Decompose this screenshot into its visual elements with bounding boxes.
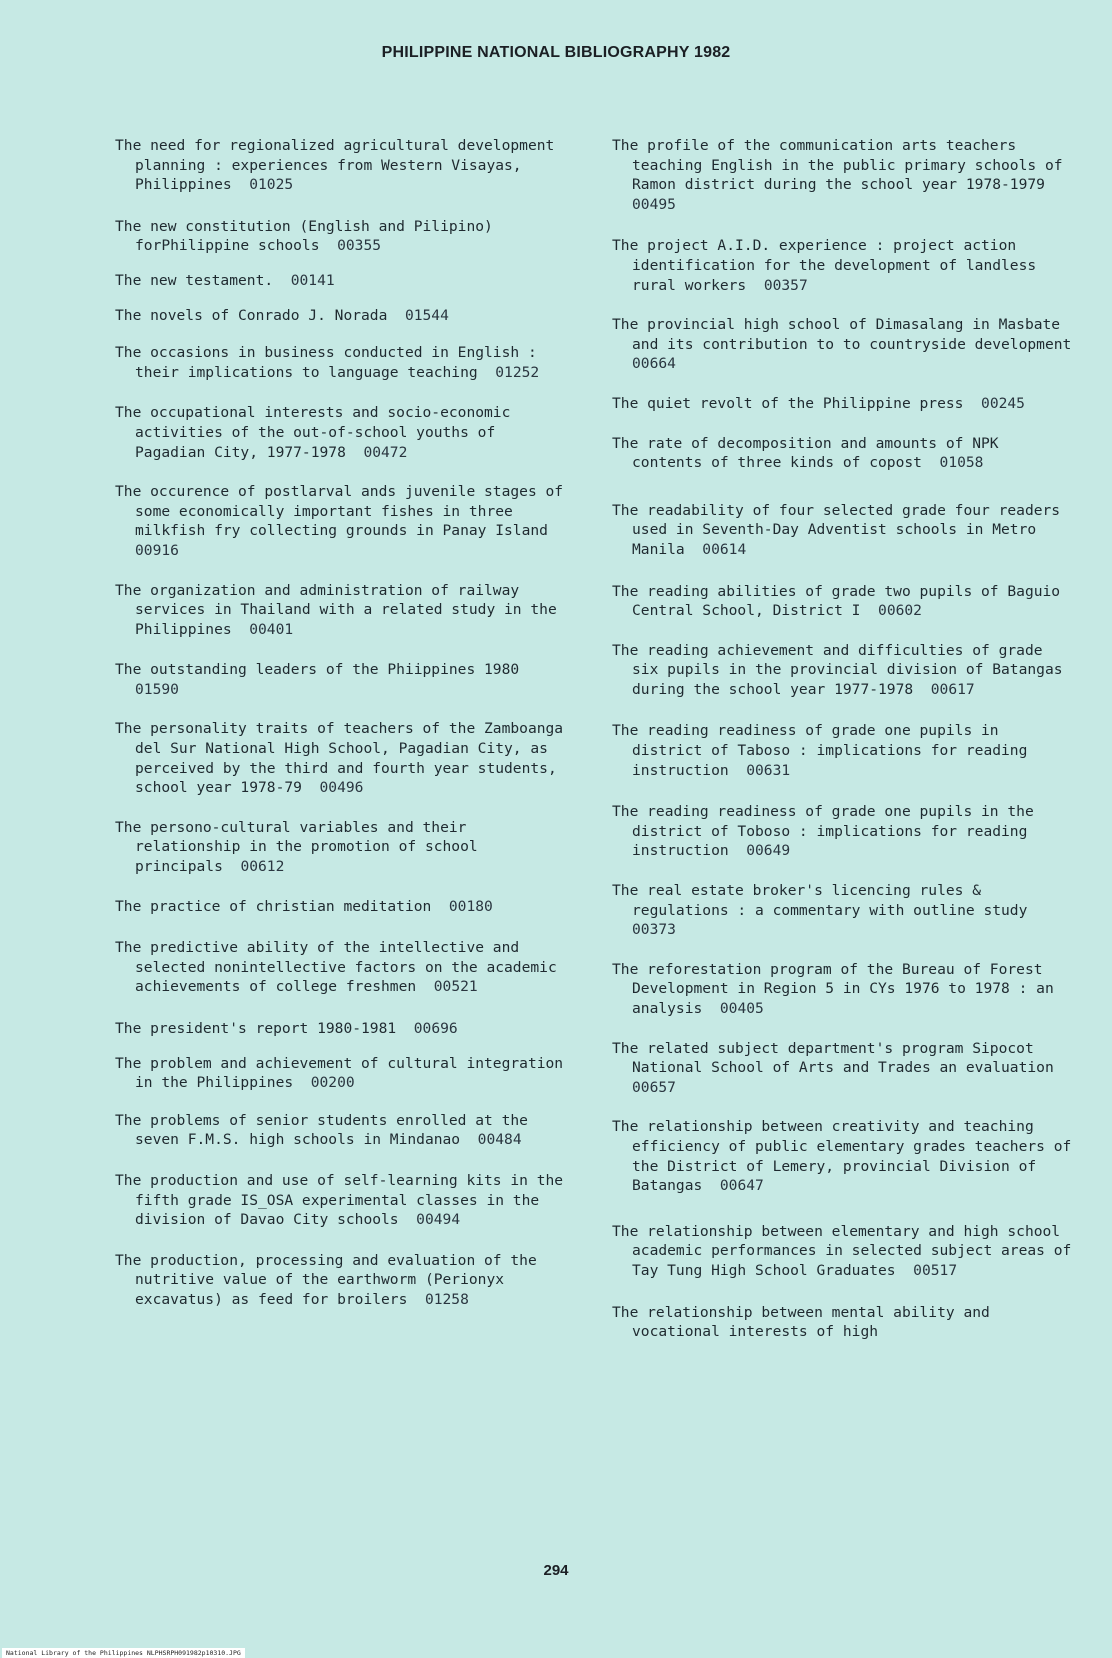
entry-title — [115, 403, 565, 462]
bibliography-entry — [612, 802, 1072, 861]
entry-title-text: The novels of Conrado J. Norada — [115, 306, 388, 324]
entry-code: 00657 — [632, 1078, 676, 1096]
entry-title — [612, 1303, 1072, 1342]
entry-code: 00355 — [337, 237, 382, 255]
entry-title — [612, 315, 1072, 374]
bibliography-entry — [612, 721, 1072, 780]
entry-title-text: The new testament. — [115, 271, 274, 289]
bibliography-entry — [612, 641, 1072, 700]
entry-code: 00517 — [913, 1261, 958, 1279]
entry-code: 01252 — [495, 363, 540, 381]
entry-title-text: The predictive ability of the intellective and selected nonintellective factors on the academic achievements of college freshmen — [115, 939, 566, 996]
entry-code: 00521 — [433, 978, 478, 996]
entry-title — [612, 1222, 1081, 1281]
entry-title — [115, 818, 565, 877]
entry-title-text: The persono-cultural variables and their relationship in the promotion of school principals — [115, 818, 487, 876]
entry-code: 01258 — [424, 1290, 469, 1308]
entry-title — [612, 881, 1072, 940]
entry-title-text: The quiet revolt of the Philippine press — [612, 394, 964, 412]
entry-code: 00141 — [290, 271, 335, 289]
entry-title-text: The profile of the communication arts teachers teaching English in the public primary schools of Ramon district during the school year 1978-1979 — [612, 137, 1072, 194]
entry-code: 00405 — [719, 1000, 764, 1017]
entry-title-text: The outstanding leaders of the Phiippines 1980 — [115, 661, 520, 679]
entry-title-text: The new constitution (English and Pilipino) forPhilippine schools — [115, 217, 502, 255]
bibliography-entry — [115, 343, 565, 382]
entry-title — [612, 1039, 1072, 1098]
bibliography-entry — [115, 897, 565, 917]
entry-title — [115, 343, 565, 382]
entry-code: 01590 — [135, 680, 179, 698]
right-column — [612, 136, 1081, 1363]
entry-code: 00602 — [878, 602, 922, 620]
entry-code: 00916 — [135, 541, 179, 559]
entry-title-text: The relationship between mental ability and vocational interests of high — [612, 1303, 999, 1341]
bibliography-entry — [612, 136, 1072, 214]
entry-title-text: The reading readiness of grade one pupils in district of Taboso : implications for reading instruction — [612, 722, 1037, 779]
bibliography-entry — [612, 434, 1072, 473]
entry-title — [115, 217, 565, 256]
entry-title-text: The real estate broker's licencing rules & regulations : a commentary with outline study — [612, 882, 1028, 919]
scan-footer: National Library of the Philippines NLPHSRPH091982p10310.JPG — [2, 1648, 245, 1658]
entry-title-text: The practice of christian meditation — [115, 897, 432, 915]
page-number: 294 — [543, 1562, 569, 1579]
bibliography-entry — [115, 271, 565, 291]
entry-code: 00180 — [448, 897, 493, 915]
entry-title — [612, 641, 1072, 700]
entry-title-text: The readability of four selected grade four readers used in Seventh-Day Adventist schools in Metro Manila — [612, 501, 1069, 558]
entry-code: 00631 — [746, 761, 791, 779]
entry-code: 00484 — [477, 1131, 522, 1149]
entry-code: 00664 — [632, 355, 676, 373]
bibliography-entry — [612, 960, 1072, 1019]
entry-code: 00696 — [413, 1020, 458, 1037]
bibliography-entry — [612, 1039, 1072, 1098]
entry-title — [612, 802, 1072, 861]
entry-title — [612, 136, 1072, 214]
entry-code: 00612 — [240, 858, 285, 876]
entry-code: 00647 — [719, 1177, 764, 1195]
entry-title — [115, 581, 565, 640]
bibliography-entry — [115, 136, 565, 195]
entry-title — [612, 721, 1072, 780]
entry-title — [115, 1054, 572, 1093]
bibliography-entry — [115, 1019, 565, 1039]
entry-title — [115, 1251, 565, 1310]
bibliography-entry — [612, 1117, 1081, 1195]
entry-title-text: The relationship between creativity and teaching efficiency of public elementary grades teachers of the District of Lemery, provincial Division of Batangas — [612, 1118, 1081, 1195]
bibliography-entry — [612, 315, 1072, 374]
entry-title-text: The production, processing and evaluation of the nutritive value of the earthworm (Perionyx excavatus) as feed for broilers — [115, 1251, 546, 1308]
entry-code: 00649 — [746, 842, 791, 860]
entry-title-text: The reading readiness of grade one pupils in the district of Toboso : implications for reading instruction — [612, 803, 1043, 860]
entry-title-text: The relationship between elementary and high school academic performances in selected subject areas of Tay Tung High School Graduates — [612, 1222, 1081, 1279]
page-title: PHILIPPINE NATIONAL BIBLIOGRAPHY 1982 — [381, 44, 731, 61]
entry-title — [115, 660, 565, 699]
entry-title-text: The provincial high school of Dimasalang in Masbate and its contribution to to countryside development — [612, 316, 1072, 353]
entry-title-text: The reforestation program of the Bureau of Forest Development in Region 5 in CYs 1976 to 1978 : an analysis — [612, 960, 1063, 1017]
bibliography-entry — [612, 1222, 1081, 1281]
entry-title — [612, 236, 1072, 295]
bibliography-entry — [612, 501, 1072, 560]
entry-title-text: The need for regionalized agricultural development planning : experiences from Western Visayas, Philippines — [115, 137, 564, 194]
entry-title — [612, 960, 1072, 1019]
entry-title — [115, 482, 572, 560]
entry-code: 01544 — [404, 306, 449, 324]
entry-title — [115, 306, 565, 326]
bibliography-entry — [612, 394, 1072, 414]
entry-code: 00495 — [632, 195, 676, 213]
entry-code: 00200 — [310, 1074, 355, 1092]
entry-title — [115, 136, 565, 195]
bibliography-entry — [115, 1171, 572, 1230]
bibliography-entry — [612, 881, 1072, 940]
bibliography-entry — [115, 482, 572, 560]
entry-title — [612, 582, 1072, 621]
entry-code: 00373 — [632, 921, 676, 939]
bibliography-entry — [612, 236, 1072, 295]
bibliography-entry — [115, 1251, 565, 1310]
entry-title-text: The reading achievement and difficulties of grade six pupils in the provincial division of Batangas during the school year 1977-1978 — [612, 641, 1072, 698]
entry-code: 00472 — [363, 443, 408, 461]
entry-code: 01025 — [249, 176, 294, 194]
entry-title-text: The occurence of postlarval ands juvenile stages of some economically important fishes in three milkfish fry collecting grounds in Panay Island — [115, 483, 572, 540]
entry-title — [612, 501, 1072, 560]
entry-title-text: The occupational interests and socio-economic activities of the out-of-school youths of Pagadian City, 1977-1978 — [115, 404, 520, 461]
entry-title-text: The personality traits of teachers of the Zamboanga del Sur National High School, Pagadian City, as perceived by the third and fourth year students, school year 1978-79 — [115, 720, 572, 797]
entry-code: 01058 — [939, 454, 984, 472]
entry-title-text: The organization and administration of railway services in Thailand with a related study in the Philippines — [115, 581, 566, 638]
entry-title — [115, 719, 572, 797]
entry-title-text: The related subject department's program Sipocot National School of Arts and Trades an evaluation — [612, 1039, 1054, 1077]
bibliography-entry — [115, 1054, 572, 1093]
left-column — [115, 136, 572, 1331]
entry-code: 00357 — [763, 276, 808, 294]
entry-title — [115, 938, 565, 997]
bibliography-entry — [115, 403, 565, 462]
bibliography-entry — [115, 938, 565, 997]
bibliography-entry — [115, 306, 565, 326]
entry-title-text: The problems of senior students enrolled at the seven F.M.S. high schools in Mindanao — [115, 1111, 537, 1149]
bibliography-entry — [115, 217, 565, 256]
entry-title — [612, 394, 1072, 414]
entry-code: 00401 — [249, 620, 294, 638]
entry-title — [115, 1111, 565, 1150]
entry-title — [612, 1117, 1081, 1195]
entry-title — [115, 1019, 565, 1039]
bibliography-entry — [115, 660, 565, 699]
bibliography-entry — [612, 1303, 1072, 1342]
entry-title-text: The rate of decomposition and amounts of NPK contents of three kinds of copost — [612, 434, 1008, 472]
entry-title-text: The reading abilities of grade two pupils of Baguio Central School, District I — [612, 582, 1069, 620]
entry-code: 00494 — [416, 1211, 461, 1229]
entry-code: 00245 — [981, 394, 1025, 412]
entry-title — [115, 897, 565, 917]
entry-title-text: The production and use of self-learning kits in the fifth grade IS_OSA experimental classes in the division of Davao City schools — [115, 1171, 572, 1229]
entry-title — [115, 1171, 572, 1230]
entry-title — [115, 271, 565, 291]
entry-title-text: The problem and achievement of cultural integration in the Philippines — [115, 1054, 572, 1092]
bibliography-entry — [612, 582, 1072, 621]
entry-code: 00496 — [319, 779, 364, 797]
entry-title-text: The president's report 1980-1981 — [115, 1020, 397, 1037]
entry-title-text: The project A.I.D. experience : project action identification for the development of landless rural workers — [612, 237, 1045, 294]
bibliography-entry — [115, 719, 572, 797]
entry-code: 00617 — [930, 680, 975, 698]
entry-title-text: The occasions in business conducted in English : their implications to language teaching — [115, 344, 546, 381]
entry-code: 00614 — [702, 540, 747, 558]
bibliography-entry — [115, 1111, 565, 1150]
bibliography-entry — [115, 818, 565, 877]
entry-title — [612, 434, 1072, 473]
bibliography-entry — [115, 581, 565, 640]
